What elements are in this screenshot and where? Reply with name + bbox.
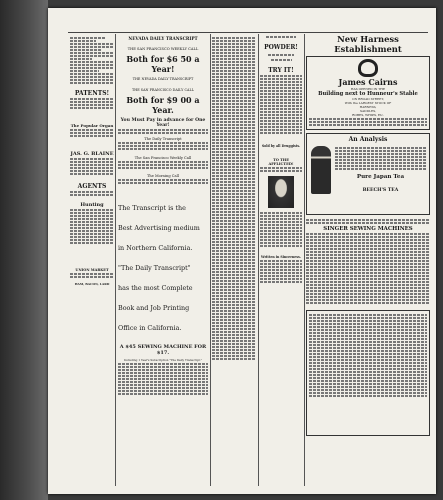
newspaper-page	[48, 8, 436, 494]
ad-line-1: The Transcript is the	[118, 204, 186, 212]
harness-title: New Harness Establishment	[334, 34, 402, 54]
transcript-header: NEVADA DAILY TRANSCRIPT	[128, 36, 198, 41]
price-offer-2: Both for $9 00 a Year.	[126, 95, 200, 115]
powder-heading: POWDER!	[264, 44, 298, 51]
analysis-heading: An Analysis	[348, 136, 388, 143]
opened-line: HAS OPENED IN THE	[350, 87, 386, 91]
nevada-daily: THE NEVADA DAILY TRANSCRIPT	[132, 77, 194, 81]
sf-weekly-call: THE SAN FRANCISCO WEEKLY CALL	[127, 47, 199, 51]
column-5	[306, 34, 430, 490]
pure-japan-tea: Pure Japan Tea	[356, 174, 405, 180]
broad-street: ON BROAD STREET,	[352, 97, 384, 101]
hunting-heading: Hunting	[80, 202, 104, 208]
try-it-heading: TRY IT!	[268, 67, 294, 74]
figure-illustration	[311, 146, 331, 194]
ad-line-3: in Northern California.	[118, 244, 193, 252]
top-rule	[68, 32, 428, 33]
daily-transcript-label: The Daily Transcript	[144, 137, 182, 141]
afflicted-heading: TO THE AFFLICTED!	[268, 158, 294, 166]
column-1	[70, 36, 114, 486]
harness-line: HARNESS,	[359, 105, 377, 109]
sewing-machine-heading: A $45 SEWING MACHINE FOR $17.	[119, 344, 207, 356]
agents-heading: AGENTS	[77, 183, 107, 190]
price-offer-1: Both for $6 50 a Year!	[126, 54, 200, 74]
building-line: Building next to Hunneur's Stable	[318, 91, 418, 97]
morning-call-label: The Morning Call	[147, 174, 179, 178]
ad-line-7: Office in California.	[118, 324, 182, 332]
book-binding	[0, 0, 48, 500]
column-2	[118, 36, 208, 486]
portrait-image	[268, 176, 294, 208]
ad-line-4: "The Daily Transcript"	[118, 264, 191, 272]
transcript-ad	[118, 198, 208, 338]
saddles-line: SADDLES,	[359, 109, 377, 113]
footer-heading: HAM, BACON, LARD	[74, 282, 110, 286]
sewing-machine-sub: Including 1 Year's Subscription "The Daily Transcript."	[124, 358, 202, 362]
robes-line: ROBES, WHIPS, Etc.	[352, 113, 384, 117]
union-market-heading: UNION MARKET	[75, 268, 109, 272]
ad-line-2: Best Advertising medium	[118, 224, 200, 232]
beech-tea: BEECH'S TEA	[362, 188, 399, 193]
tea-ad	[306, 133, 430, 215]
patents-heading: PATENTS!	[74, 90, 110, 97]
column-4	[260, 36, 302, 486]
singer-heading: SINGER SEWING MACHINES	[323, 226, 413, 232]
blaine-heading: JAS. G. BLAINE	[70, 151, 114, 157]
ad-line-5: has the most Complete	[118, 284, 193, 292]
column-3	[212, 36, 256, 486]
sf-daily-call: THE SAN FRANCISCO DAILY CALL	[131, 88, 195, 92]
stock-line: With the LARGEST STOCK OF	[344, 101, 392, 105]
horse-collar-icon	[358, 59, 378, 77]
written-heading: Written in Sincerness.	[261, 255, 301, 259]
weekly-call-label: The San Francisco Weekly Call	[134, 156, 192, 160]
advance-notice: You Must Pay in advance for One Year!	[120, 118, 206, 128]
bottom-ad-box	[306, 310, 430, 436]
ad-line-6: Book and Job Printing	[118, 304, 190, 312]
sold-by-druggists: Sold by all Druggists.	[261, 144, 301, 148]
harness-box	[306, 56, 430, 130]
james-cairns: James Cairns	[338, 77, 398, 87]
popular-organ-heading: The Popular Organ	[70, 123, 114, 128]
